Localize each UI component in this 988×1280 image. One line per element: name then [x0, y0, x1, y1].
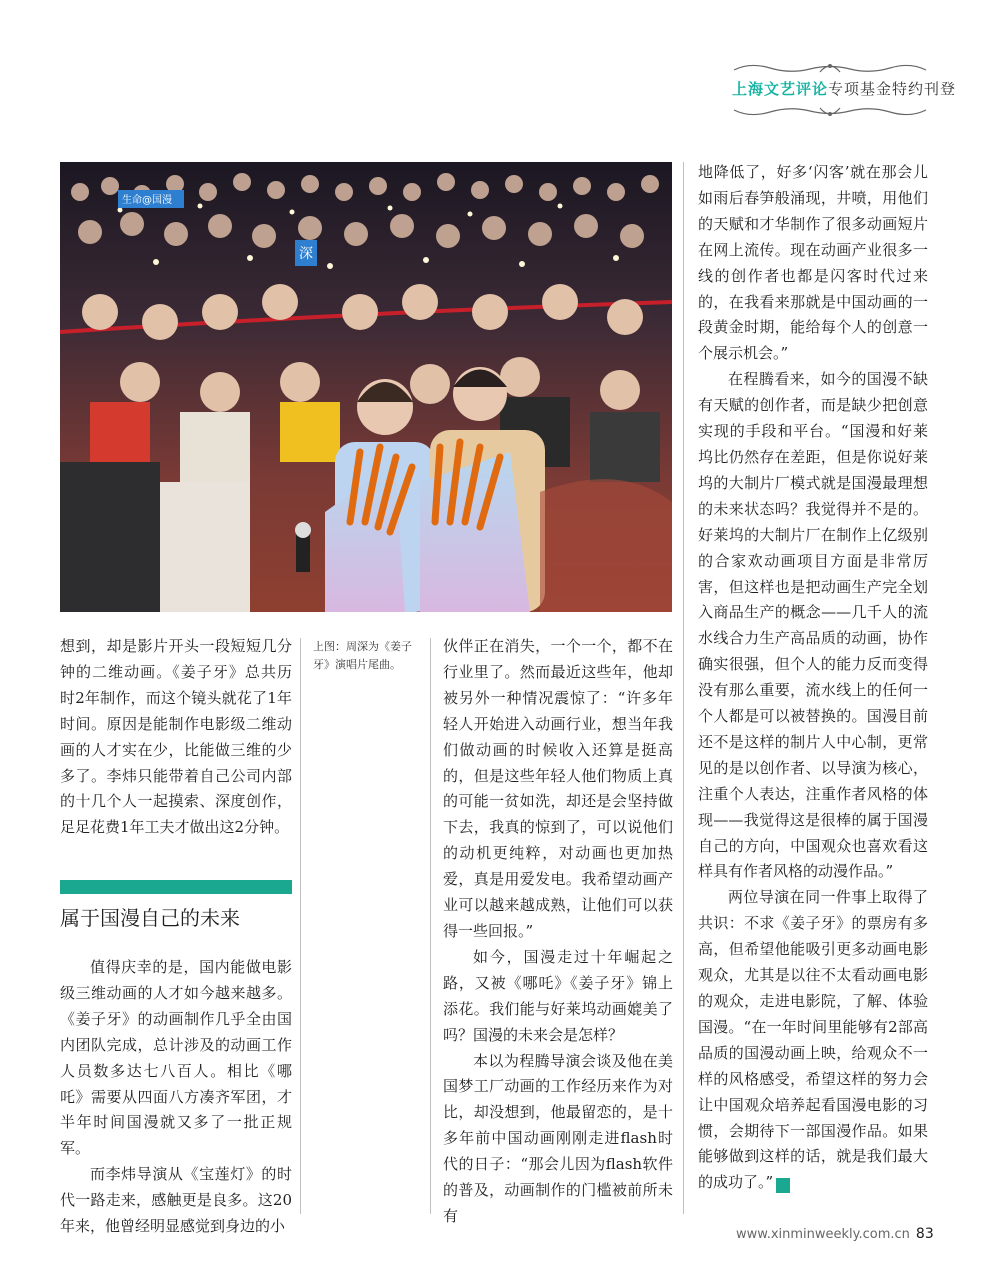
paragraph: 如今，国漫走过十年崛起之路，又被《哪吒》《姜子牙》锦上添花。我们能与好莱坞动画媲美了吗？国漫的未来会是怎样？	[443, 947, 673, 1044]
paragraph: 伙伴正在消失，一个一个，都不在行业里了。然而最近这些年，他却被另外一种情况震惊了：“许多年轻人开始进入动画行业，想当年我们做动画的时候收入还算是挺高的，但是这些年轻人他们物质上真的可能一贫如洗，却还是会坚持做下去，我真的惊到了，可以说他们的动机更纯粹，对动画也更加热爱，真是用爱发电。我希望动画产业可以越来越成熟，让他们可以获得一些回报。”	[443, 637, 673, 940]
divider-right	[683, 162, 684, 1214]
paragraph: 本以为程腾导演会谈及他在美国梦工厂动画的工作经历来作为对比，却没想到，他最留恋的，是十多年前中国动画刚刚走进flash时代的日子：“那会儿因为flash软件的普及，动画制作的门槛被前所未有	[443, 1051, 673, 1225]
column-1-top	[60, 634, 292, 841]
paragraph: 地降低了，好多‘闪客’就在那会儿如雨后春笋般涌现，井喷，用他们的天赋和才华制作了很多动画短片在网上流传。现在动画产业很多一线的创作者也都是闪客时代过来的，在我看来那就是中国动画的一段黄金时期，能给每个人的创意一个展示机会。”	[698, 163, 928, 363]
header-brand: 上海文艺评论	[732, 80, 829, 98]
ornament-bottom-icon	[730, 104, 930, 120]
end-mark-icon: X	[776, 1178, 790, 1193]
paragraph: 而李炜导演从《宝莲灯》的时代一路走来，感触更是良多。这20年来，他曾经明显感觉到身边的小	[60, 1165, 292, 1236]
photo-caption: 上图：周深为《姜子牙》演唱片尾曲。	[313, 640, 412, 671]
page-footer	[736, 1226, 934, 1242]
header-title	[732, 78, 956, 100]
divider-caption	[430, 638, 431, 1214]
section-bar	[60, 880, 292, 894]
paragraph	[698, 885, 928, 1196]
event-photo	[60, 162, 672, 612]
section-title: 属于国漫自己的未来	[60, 906, 240, 930]
divider-left	[300, 638, 301, 1214]
column-3	[698, 160, 928, 1196]
column-2	[443, 634, 673, 1230]
paragraph: 想到，却是影片开头一段短短几分钟的二维动画。《姜子牙》总共历时2年制作，而这个镜头就花了1年时间。原因是能制作电影级二维动画的人才实在少，比能做三维的少多了。李炜只能带着自己公司内部的十几个人一起摸索、深度创作，足足花费1年工夫才做出这2分钟。	[60, 637, 292, 837]
paragraph: 在程腾看来，如今的国漫不缺有天赋的创作者，而是缺少把创意实现的手段和平台。“国漫和好莱坞比仍然存在差距，但是你说好莱坞的大制片厂模式就是国漫最理想的未来状态吗？我觉得并不是的。好莱坞的大制片厂在制作上亿级别的合家欢动画项目方面是非常厉害，但这样也是把动画生产完全划入商品生产的概念——几千人的流水线合力生产高品质的动画，协作确实很强，但个人的能力反而变得没有那么重要，流水线上的任何一个人都是可以被替换的。国漫目前还不是这样的制片人中心制，更常见的是以创作者、以导演为核心，注重个人表达，注重作者风格的体现——我觉得这是很棒的属于国漫自己的方向，中国观众也喜欢看这样具有作者风格的动漫作品。”	[698, 370, 928, 881]
magazine-header	[722, 60, 957, 122]
paragraph: 值得庆幸的是，国内能做电影级三维动画的人才如今越来越多。《姜子牙》的动画制作几乎全由国内团队完成，总计涉及的动画工作人员数多达七八百人。相比《哪吒》需要从四面八方凑齐军团，才半年时间国漫就又多了一批正规军。	[60, 958, 292, 1158]
ornament-top-icon	[730, 60, 930, 76]
column-1-bottom	[60, 955, 292, 1240]
paragraph-text: 两位导演在同一件事上取得了共识：不求《姜子牙》的票房有多高，但希望他能吸引更多动画电影观众，尤其是以往不太看动画电影的观众，走进电影院，了解、体验国漫。“在一年时间里能够有2部高品质的国漫动画上映，给观众不一样的风格感受，希望这样的努力会让中国观众培养起看国漫电影的习惯，会期待下一部国漫作品。如果能够做到这样的话，就是我们最大的成功了。”	[698, 888, 928, 1192]
page-number: 83	[915, 1226, 934, 1242]
header-subtitle: 专项基金特约刊登	[828, 80, 957, 98]
crowd-sign-2: 深	[299, 246, 313, 262]
crowd-sign-1: 生命@国漫	[122, 195, 172, 206]
footer-url: www.xinminweekly.com.cn	[736, 1227, 910, 1242]
